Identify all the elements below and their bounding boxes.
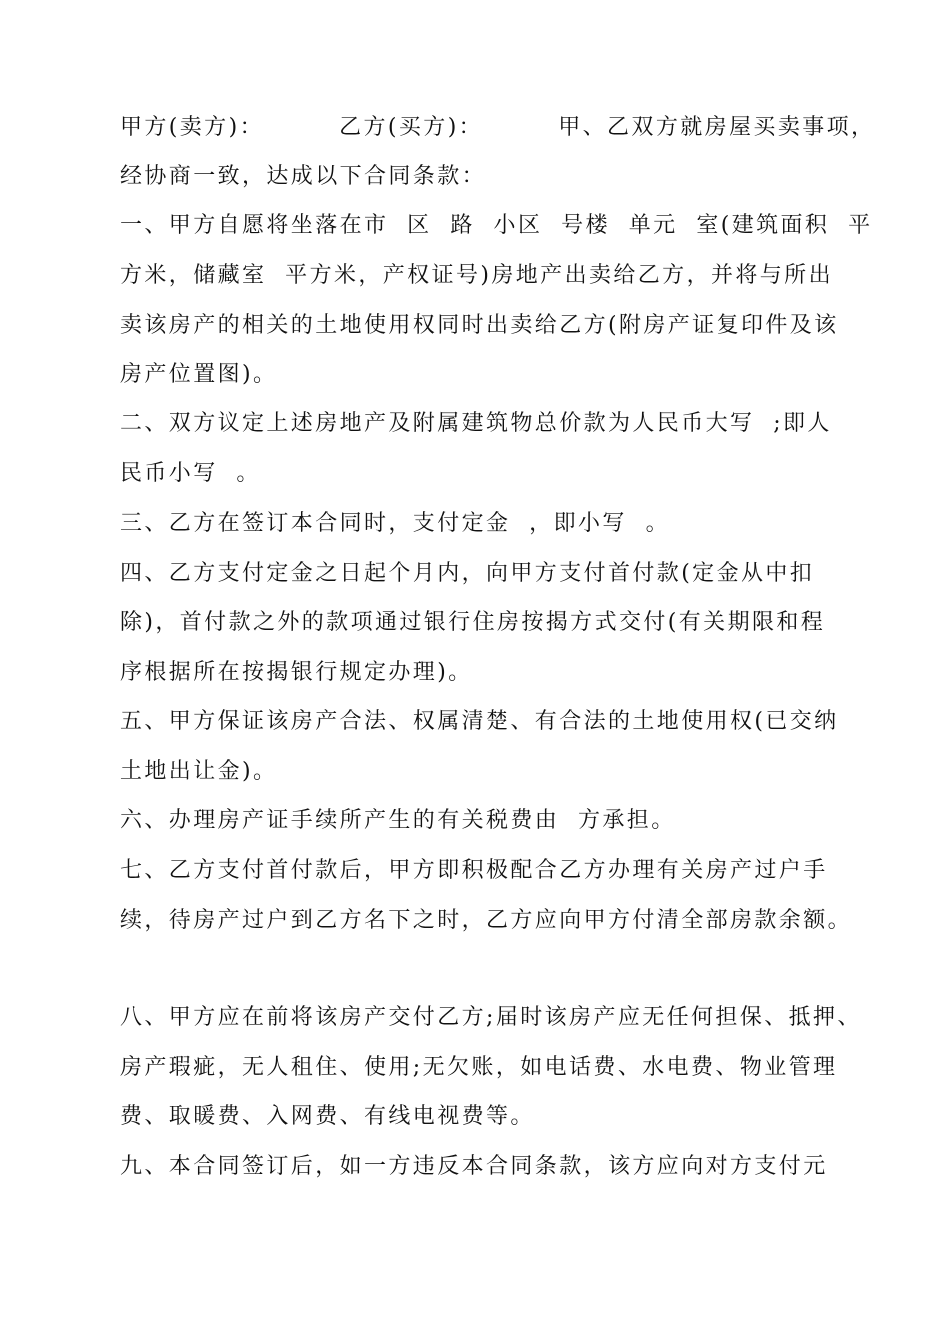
text-line: 费、取暖费、入网费、有线电视费等。 — [120, 1104, 535, 1129]
text-line: 卖该房产的相关的土地使用权同时出卖给乙方(附房产证复印件及该 — [120, 313, 839, 338]
text-line: 甲方(卖方)： 乙方(买方)： 甲、乙双方就房屋买卖事项， — [120, 115, 876, 140]
text-line: 三、乙方在签订本合同时，支付定金 ，即小写 。 — [120, 511, 670, 536]
text-line: 一、甲方自愿将坐落在市 区 路 小区 号楼 单元 室(建筑面积 平 — [120, 213, 873, 238]
text-line: 序根据所在按揭银行规定办理)。 — [120, 660, 473, 685]
text-line: 八、甲方应在前将该房产交付乙方;届时该房产应无任何担保、抵押、 — [120, 1005, 862, 1030]
text-line: 续，待房产过户到乙方名下之时，乙方应向甲方付清全部房款余额。 — [120, 908, 853, 933]
text-line: 九、本合同签订后，如一方违反本合同条款，该方应向对方支付元 — [120, 1154, 828, 1179]
text-line: 二、双方议定上述房地产及附属建筑物总价款为人民币大写 ;即人 — [120, 411, 832, 436]
text-line: 经协商一致，达成以下合同条款： — [120, 164, 487, 189]
text-line: 土地出让金)。 — [120, 759, 278, 784]
text-line: 六、办理房产证手续所产生的有关税费由 方承担。 — [120, 808, 676, 833]
text-line: 七、乙方支付首付款后，甲方即积极配合乙方办理有关房产过户手 — [120, 858, 828, 883]
text-line: 四、乙方支付定金之日起个月内，向甲方支付首付款(定金从中扣 — [120, 561, 815, 586]
text-line: 五、甲方保证该房产合法、权属清楚、有合法的土地使用权(已交纳 — [120, 709, 839, 734]
text-line: 民币小写 。 — [120, 461, 261, 486]
text-line: 房产位置图)。 — [120, 362, 278, 387]
text-line: 房产瑕疵，无人租住、使用;无欠账，如电话费、水电费、物业管理 — [120, 1055, 838, 1080]
text-line: 除)，首付款之外的款项通过银行住房按揭方式交付(有关期限和程 — [120, 610, 826, 635]
text-line: 方米，储藏室 平方米，产权证号)房地产出卖给乙方，并将与所出 — [120, 263, 833, 288]
